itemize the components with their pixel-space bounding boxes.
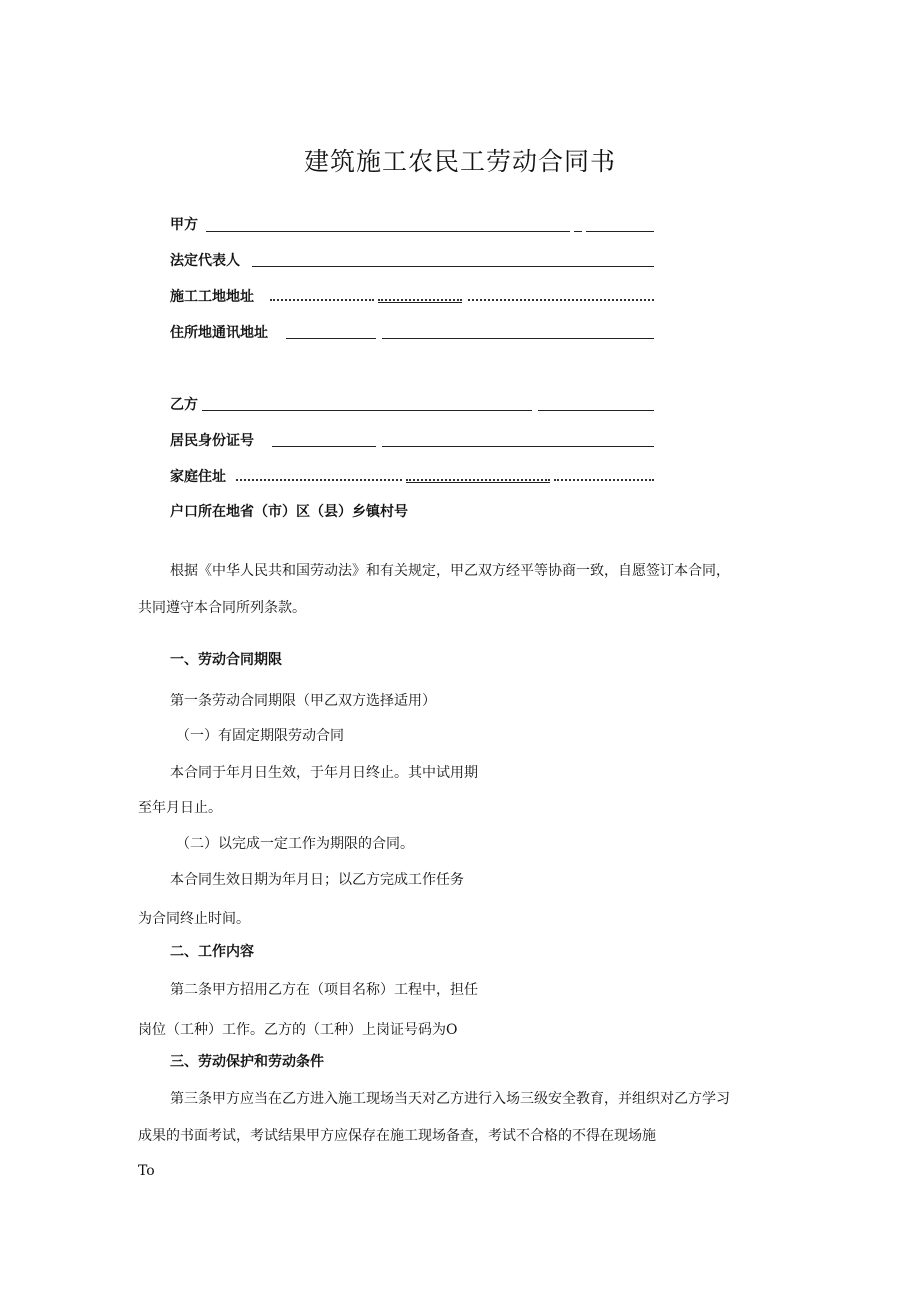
party-a-label: 甲方	[170, 217, 198, 233]
home-address-dots-3[interactable]	[554, 479, 654, 481]
page-title: 建筑施工农民工劳动合同书	[303, 147, 616, 176]
intro-line-1: 根据《中华人民共和国劳动法》和有关规定，甲乙双方经平等协商一致，自愿签订本合同，	[170, 563, 730, 579]
article-2-line-2: 岗位（工种）工作。乙方的（工种）上岗证号码为O	[138, 1022, 458, 1038]
party-b-blank-2[interactable]	[538, 410, 654, 411]
option-1-title: （一）有固定期限劳动合同	[176, 728, 344, 744]
legal-rep-blank[interactable]	[252, 266, 654, 267]
legal-rep-label: 法定代表人	[170, 253, 240, 269]
section-3-heading: 三、劳动保护和劳动条件	[170, 1054, 324, 1070]
article-3-line-1: 第三条甲方应当在乙方进入施工现场当天对乙方进行入场三级安全教育，并组织对乙方学习	[170, 1091, 730, 1107]
option-2-line-2: 为合同终止时间。	[138, 911, 250, 927]
party-a-blank-1[interactable]	[206, 231, 570, 232]
option-2-title: （二）以完成一定工作为期限的合同。	[176, 836, 414, 852]
site-address-label: 施工工地地址	[170, 289, 254, 305]
site-address-dots-2[interactable]	[378, 299, 462, 301]
home-address-label: 家庭住址	[170, 469, 226, 485]
article-3-line-3: To	[138, 1163, 155, 1179]
option-2-line-1: 本合同生效日期为年月日；以乙方完成工作任务	[170, 872, 464, 888]
home-address-dots-1[interactable]	[236, 479, 402, 481]
residence-blank-1[interactable]	[286, 338, 376, 339]
article-1: 第一条劳动合同期限（甲乙双方选择适用）	[170, 693, 436, 709]
party-a-blank-2[interactable]	[574, 231, 582, 232]
section-2-heading: 二、工作内容	[170, 944, 254, 960]
id-number-label: 居民身份证号	[170, 433, 254, 449]
home-address-dots-2[interactable]	[406, 479, 550, 481]
site-address-dots-3[interactable]	[468, 299, 654, 301]
party-b-label: 乙方	[170, 397, 198, 413]
party-b-blank-1[interactable]	[202, 410, 532, 411]
hukou-label: 户口所在地省（市）区（县）乡镇村号	[170, 504, 408, 520]
site-address-dots-1[interactable]	[270, 299, 374, 301]
article-3-line-2: 成果的书面考试，考试结果甲方应保存在施工现场备查，考试不合格的不得在现场施	[138, 1128, 656, 1144]
site-address-underline	[378, 302, 462, 303]
article-2-line-1: 第二条甲方招用乙方在（项目名称）工程中，担任	[170, 982, 478, 998]
option-1-line-2: 至年月日止。	[138, 800, 222, 816]
home-address-underline	[406, 482, 550, 483]
id-number-blank-1[interactable]	[272, 446, 376, 447]
section-1-heading: 一、劳动合同期限	[170, 652, 282, 668]
residence-label: 住所地通讯地址	[170, 325, 268, 341]
intro-line-2: 共同遵守本合同所列条款。	[138, 600, 306, 616]
party-a-blank-3[interactable]	[586, 231, 654, 232]
residence-blank-2[interactable]	[382, 338, 654, 339]
option-1-line-1: 本合同于年月日生效，于年月日终止。其中试用期	[170, 765, 478, 781]
id-number-blank-2[interactable]	[382, 446, 654, 447]
